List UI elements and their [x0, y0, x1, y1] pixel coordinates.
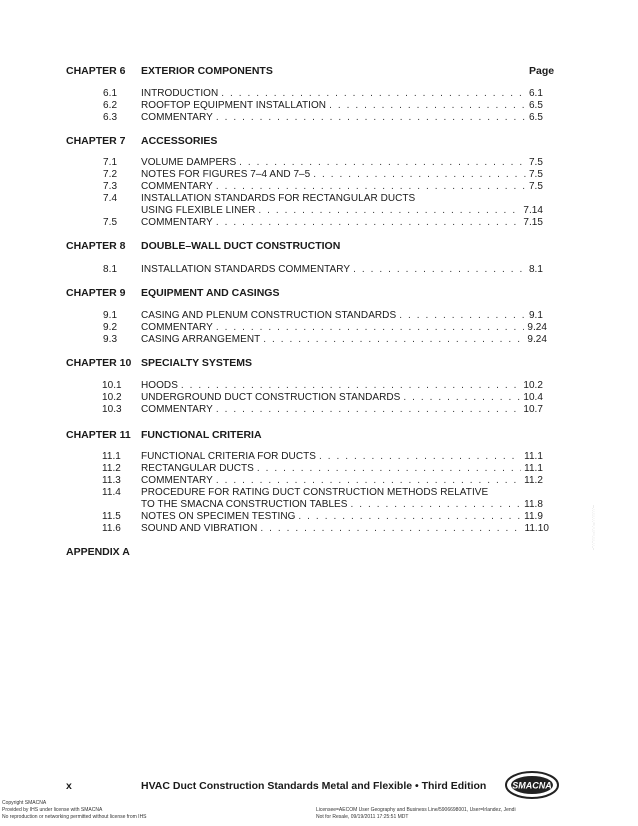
- toc-entry[interactable]: [141, 217, 543, 228]
- chapter-10-title: SPECIALTY SYSTEMS: [141, 357, 253, 369]
- dot-leader: [298, 511, 521, 522]
- toc-entry-page: 9.24: [527, 334, 547, 345]
- dot-leader: [329, 100, 526, 111]
- toc-entry-page: 9.24: [527, 322, 547, 333]
- toc-entry-page: 7.5: [528, 181, 543, 192]
- toc-entry-number: 7.4: [103, 193, 118, 204]
- dot-leader: [313, 169, 526, 180]
- toc-entry-page: 8.1: [528, 264, 543, 275]
- toc-entry-number: 11.5: [102, 511, 121, 522]
- book-title: HVAC Duct Construction Standards Metal and Flexible • Third Edition: [141, 780, 487, 792]
- toc-entry-page: 11.2: [524, 475, 543, 486]
- dot-leader: [216, 112, 526, 123]
- toc-entry[interactable]: [141, 322, 547, 333]
- dot-leader: [319, 451, 521, 462]
- toc-entry[interactable]: [141, 523, 549, 534]
- toc-entry-title: SOUND AND VIBRATION: [141, 523, 258, 534]
- toc-entry-title: RECTANGULAR DUCTS: [141, 463, 254, 474]
- smacna-logo-text: SMACNA: [512, 780, 552, 791]
- toc-entry-title: COMMENTARY: [141, 404, 213, 415]
- dot-leader: [260, 523, 521, 534]
- dot-leader: [351, 499, 522, 510]
- dot-leader: [216, 217, 521, 228]
- toc-entry-number: 10.2: [102, 392, 122, 403]
- dot-leader: [257, 463, 521, 474]
- toc-entry-page: 11.9: [524, 511, 543, 522]
- toc-entry-page: 11.8: [524, 499, 543, 510]
- chapter-9-label: CHAPTER 9: [66, 287, 126, 299]
- toc-entry-title: FUNCTIONAL CRITERIA FOR DUCTS: [141, 451, 316, 462]
- toc-entry-page: 7.5: [528, 169, 543, 180]
- toc-entry[interactable]: [141, 100, 543, 111]
- toc-entry-title: NOTES ON SPECIMEN TESTING: [141, 511, 296, 522]
- toc-entry-number: 9.1: [103, 310, 118, 321]
- toc-entry-title: COMMENTARY: [141, 322, 213, 333]
- chapter-11-label: CHAPTER 11: [66, 429, 131, 441]
- toc-entry-number: 11.4: [102, 487, 121, 498]
- chapter-11-title: FUNCTIONAL CRITERIA: [141, 429, 262, 441]
- toc-entry-number: 7.3: [103, 181, 118, 192]
- toc-entry-title: INTRODUCTION: [141, 88, 219, 99]
- toc-entry-number: 7.2: [103, 169, 118, 180]
- toc-entry[interactable]: [141, 205, 543, 216]
- toc-entry-title: CASING AND PLENUM CONSTRUCTION STANDARDS: [141, 310, 397, 321]
- toc-entry-number: 11.1: [102, 451, 121, 462]
- toc-entry-number: 6.3: [103, 112, 118, 123]
- toc-entry-number: 6.2: [103, 100, 118, 111]
- toc-entry-title: USING FLEXIBLE LINER: [141, 205, 256, 216]
- toc-entry[interactable]: [141, 112, 543, 123]
- licensee-line-2: Not for Resale, 09/19/2011 17:25:51 MDT: [316, 814, 409, 820]
- chapter-8-label: CHAPTER 8: [66, 240, 126, 252]
- toc-entry-number: 8.1: [103, 264, 118, 275]
- dot-leader: [216, 475, 521, 486]
- toc-entry-title-line1: INSTALLATION STANDARDS FOR RECTANGULAR DUCTS: [141, 193, 416, 204]
- toc-entry[interactable]: [141, 404, 543, 415]
- toc-entry-page: 10.7: [523, 404, 543, 415]
- chapter-6-title: EXTERIOR COMPONENTS: [141, 65, 273, 77]
- chapter-6-label: CHAPTER 6: [66, 65, 126, 77]
- toc-entry-title: NOTES FOR FIGURES 7–4 AND 7–5: [141, 169, 311, 180]
- toc-entry-title: INSTALLATION STANDARDS COMMENTARY: [141, 264, 351, 275]
- toc-entry-page: 7.15: [523, 217, 543, 228]
- toc-entry-title: UNDERGROUND DUCT CONSTRUCTION STANDARDS: [141, 392, 401, 403]
- toc-entry-number: 10.1: [102, 380, 122, 391]
- licensee-line-1: Licensee=AECOM User Geography and Business Line/5906698001, User=Irlandez, Jendi: [316, 807, 516, 813]
- toc-entry-number: 9.3: [103, 334, 118, 345]
- toc-entry[interactable]: [141, 392, 543, 403]
- toc-entry-title: VOLUME DAMPERS: [141, 157, 237, 168]
- dot-leader: [353, 264, 526, 275]
- chapter-9-title: EQUIPMENT AND CASINGS: [141, 287, 280, 299]
- toc-entry-page: 7.5: [528, 157, 543, 168]
- smacna-logo: [504, 770, 560, 800]
- toc-entry-number: 11.6: [102, 523, 121, 534]
- toc-entry[interactable]: [141, 264, 543, 275]
- toc-entry-page: 11.1: [524, 451, 543, 462]
- dot-leader: [263, 334, 524, 345]
- toc-entry-page: 6.5: [528, 100, 543, 111]
- dot-leader: [258, 205, 520, 216]
- dot-leader: [216, 404, 521, 415]
- toc-entry-page: 6.1: [528, 88, 543, 99]
- dot-leader: [216, 322, 525, 333]
- toc-entry[interactable]: [141, 88, 543, 99]
- side-watermark: --``,`,``,`,`,`,,,,,`,`,,`,,,,,`,`,`,`,`,`,`,`---: [591, 505, 595, 550]
- toc-entry-title: COMMENTARY: [141, 112, 213, 123]
- toc-entry-title: COMMENTARY: [141, 181, 213, 192]
- toc-entry-page: 7.14: [523, 205, 543, 216]
- toc-entry-title: COMMENTARY: [141, 475, 213, 486]
- toc-entry-title: COMMENTARY: [141, 217, 213, 228]
- dot-leader: [239, 157, 526, 168]
- appendix-label: APPENDIX A: [66, 546, 130, 558]
- toc-entry-number: 11.2: [102, 463, 121, 474]
- toc-entry[interactable]: [141, 169, 543, 180]
- toc-entry[interactable]: [141, 334, 547, 345]
- chapter-10-label: CHAPTER 10: [66, 357, 132, 369]
- copyright-line-2: Provided by IHS under license with SMACNA: [2, 807, 103, 813]
- copyright-line-3: No reproduction or networking permitted without license from IHS: [2, 814, 147, 820]
- toc-entry[interactable]: [141, 380, 543, 391]
- chapter-7-title: ACCESSORIES: [141, 135, 218, 147]
- toc-entry[interactable]: [141, 511, 543, 522]
- toc-entry-title: TO THE SMACNA CONSTRUCTION TABLES: [141, 499, 348, 510]
- toc-entry[interactable]: [141, 310, 543, 321]
- toc-entry-title-line1: PROCEDURE FOR RATING DUCT CONSTRUCTION METHODS RELATIVE: [141, 487, 489, 498]
- chapter-7-label: CHAPTER 7: [66, 135, 126, 147]
- toc-entry[interactable]: [141, 181, 543, 192]
- toc-entry-number: 10.3: [102, 404, 122, 415]
- toc-entry-number: 7.5: [103, 217, 118, 228]
- toc-entry-title: CASING ARRANGEMENT: [141, 334, 261, 345]
- chapter-8-title: DOUBLE–WALL DUCT CONSTRUCTION: [141, 240, 341, 252]
- dot-leader: [399, 310, 526, 321]
- toc-entry-number: 7.1: [103, 157, 118, 168]
- toc-entry-page: 10.2: [523, 380, 543, 391]
- toc-entry-number: 11.3: [102, 475, 121, 486]
- page-column-header: Page: [529, 65, 555, 77]
- toc-entry-number: 9.2: [103, 322, 118, 333]
- toc-entry[interactable]: [141, 463, 543, 474]
- page-number: x: [66, 780, 72, 792]
- toc-entry[interactable]: [141, 499, 543, 510]
- dot-leader: [181, 380, 520, 391]
- toc-entry[interactable]: [141, 157, 543, 168]
- toc-entry-title: ROOFTOP EQUIPMENT INSTALLATION: [141, 100, 327, 111]
- toc-entry-page: 11.1: [524, 463, 543, 474]
- toc-entry-page: 6.5: [528, 112, 543, 123]
- dot-leader: [221, 88, 526, 99]
- toc-entry-page: 10.4: [523, 392, 543, 403]
- dot-leader: [403, 392, 520, 403]
- dot-leader: [216, 181, 526, 192]
- toc-entry-title: HOODS: [141, 380, 178, 391]
- toc-entry-number: 6.1: [103, 88, 118, 99]
- toc-entry[interactable]: [141, 475, 543, 486]
- toc-entry-page: 9.1: [528, 310, 543, 321]
- toc-entry[interactable]: [141, 451, 543, 462]
- copyright-line-1: Copyright SMACNA: [2, 800, 47, 806]
- toc-entry-page: 11.10: [524, 523, 549, 534]
